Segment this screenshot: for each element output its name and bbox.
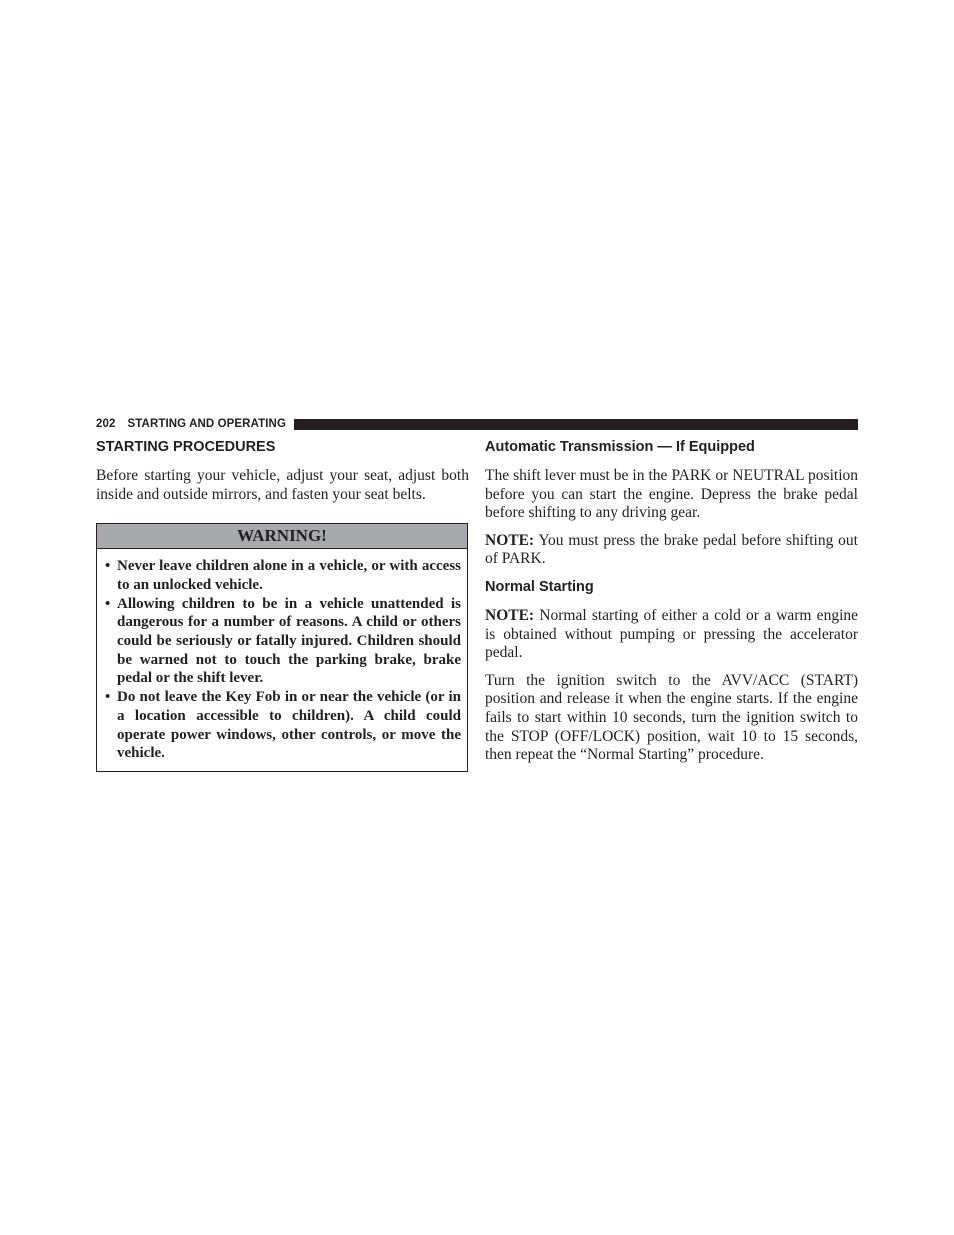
- header-rule: [294, 419, 858, 430]
- automatic-transmission-heading: Automatic Transmission — If Equipped: [485, 439, 755, 455]
- automatic-transmission-paragraph: The shift lever must be in the PARK or NEUTRAL position before you can start the engine. Depress the brake pedal before shifting to any driving gear.: [485, 467, 858, 522]
- warning-item: • Allowing children to be in a vehicle unattended is dangerous for a number of reasons. A child or others could be seriously or fatally injured. Children should be warned not to touch the parking brake, brake pedal or the shift lever.: [105, 595, 461, 687]
- starting-procedures-heading: STARTING PROCEDURES: [96, 439, 276, 455]
- bullet-icon: •: [105, 689, 111, 706]
- warning-title: WARNING!: [97, 524, 467, 549]
- page-number: 202: [96, 418, 116, 430]
- note-label: NOTE:: [485, 531, 535, 549]
- automatic-transmission-note: NOTE: You must press the brake pedal before shifting out of PARK.: [485, 531, 858, 568]
- bullet-icon: •: [105, 558, 111, 575]
- normal-starting-paragraph: Turn the ignition switch to the AVV/ACC (START) position and release it when the engine starts. If the engine fails to start within 10 seconds, turn the ignition switch to the STOP (OFF/LOCK) position, wait 10 to 15 seconds, then repeat the “Normal Starting” procedure.: [485, 671, 858, 764]
- warning-item: • Do not leave the Key Fob in or near the vehicle (or in a location accessible to children). A child could operate power windows, other controls, or move the vehicle.: [105, 689, 461, 762]
- bullet-icon: •: [105, 595, 111, 612]
- note-label: NOTE:: [485, 606, 535, 624]
- normal-starting-heading: Normal Starting: [485, 578, 594, 595]
- warning-list: [97, 549, 467, 771]
- normal-starting-note: NOTE: Normal starting of either a cold or a warm engine is obtained without pumping or pressing the accelerator pedal.: [485, 606, 858, 662]
- warning-box: [96, 523, 468, 772]
- left-column: [96, 438, 469, 772]
- page-header: [96, 417, 858, 431]
- intro-paragraph: Before starting your vehicle, adjust your seat, adjust both inside and outside mirrors, and fasten your seat belts.: [96, 467, 469, 503]
- right-column: [485, 438, 858, 765]
- section-title: STARTING AND OPERATING: [127, 418, 287, 430]
- warning-item: • Never leave children alone in a vehicle, or with access to an unlocked vehicle.: [105, 558, 461, 593]
